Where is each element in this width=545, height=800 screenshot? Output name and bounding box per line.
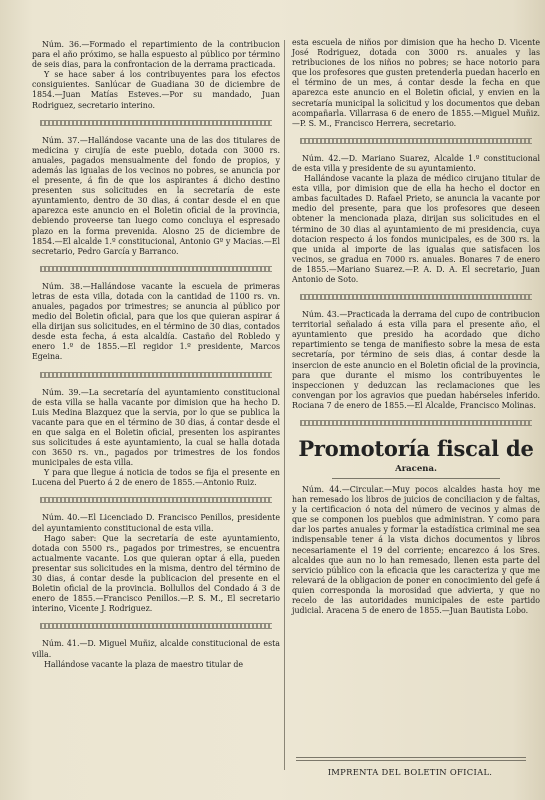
- notice-43: [292, 310, 540, 411]
- notice-44: [292, 485, 540, 616]
- left-column: [32, 40, 280, 672]
- notice-paragraph: Núm. 39.—La secretaría del ayuntamiento constitucional de esta villa se halla vacante por dimision que ha hecho D. Luis Medina Blazquez que la servia, por lo que se publica la vacante para que en el término de 30 dias, á contar desde el en que salga en el Boletin oficial, presenten los aspirantes sus solicitudes á este ayuntamiento, la cual se halla dotada con 3650 rs. vn., pagados por trimestres de los fondos municipales de esta villa.: [32, 387, 280, 468]
- notice-paragraph: Hallándose vacante la plaza de maestro titular de: [44, 659, 244, 669]
- section-subtitle: Aracena.: [395, 464, 437, 474]
- notice-37: [32, 136, 280, 257]
- separator-rule: [40, 372, 272, 378]
- notice-40: [32, 513, 280, 614]
- notice-paragraph: Núm. 44.—Circular.—Muy pocos alcaldes hasta hoy me han remesado los libros de juicios de conciliacion y de faltas, y la certificacion ó nota del número de vecinos y almas de que se componen los pueblos que administran. Y como para dar los partes anuales y formar la estadística criminal me sea indispensable tener á la vista dichos documentos y libros necesariamente el 19 del corriente; encarezco á los Sres. alcaldes que aun no lo han remesado, llenen esta parte del servicio público con la eficacia que les caracteriza y que me relevará de la obligacion de poner en conocimiento del gefe á quien corresponda la morosidad que advierta, y que no recelo de las autoridades municipales de este partido judicial. Aracena 5 de enero de 1855.—Juan Bautista Lobo.: [292, 485, 540, 616]
- separator-rule: [300, 294, 532, 300]
- column-divider: [284, 40, 285, 770]
- imprint-rule: [296, 757, 526, 761]
- separator-rule: [40, 623, 272, 629]
- notice-38: [32, 282, 280, 363]
- notice-39: [32, 388, 280, 489]
- separator-rule: [300, 138, 532, 144]
- separator-rule: [40, 120, 272, 126]
- notice-paragraph: esta escuela de niños por dimision que ha hecho D. Vicente José Rodriguez, dotada con 3000 rs. anuales y las retribuciones de los niños no pobres; se hace notorio para que los profesores que gusten pretenderla puedan hacerlo en el término de un mes, á contar desde la fecha en que aparezca este anuncio en el Boletin oficial, y envien en la secretaría municipal la solicitud y los documentos que deban acompañarla. Villarrasa 6 de enero de 1855.—Miguel Muñiz.—P. S. M., Francisco Herrera, secretario.: [292, 38, 540, 128]
- notice-paragraph: Núm. 41.—D. Miguel Muñiz, alcalde constitucional de esta villa.: [32, 639, 280, 659]
- notice-paragraph: Núm. 37.—Hallándose vacante una de las dos titulares de medicina y cirujía de este pueblo, dotada con 3000 rs. anuales, pagados mensualmente del fondo de propios, y además las igualas de los vecinos no pobres, se anuncia por el presente, á fin de que los aspirantes á dicho destino presenten sus solicitudes en la secretaría de este ayuntamiento, dentro de 30 dias, á contar desde el en que aparezca este anuncio en el Boletin oficial de la provincia, debiendo proveerse tan luego como concluya el espresado plazo en la forma prevenida. Alosno 25 de diciembre de 1854.—El alcalde 1.º constitucional, Antonio Gº y Macias.—El secretario, Pedro García y Barranco.: [32, 135, 280, 256]
- notice-paragraph: Núm. 36.—Formado el repartimiento de la contribucion para el año próximo, se halla espuesto al público por término de seis dias, para la confrontacion de la derrama practicada.: [32, 40, 280, 70]
- notice-41-continued: [292, 38, 540, 129]
- separator-rule: [40, 497, 272, 503]
- notice-42: [292, 154, 540, 285]
- notice-41: [32, 639, 280, 669]
- notice-paragraph: Núm. 43.—Practicada la derrama del cupo de contribucion territorial señalado á esta villa para el presente año, el ayuntamiento que presido ha acordado que dicho repartimiento se tenga de manifiesto sobre la mesa de esta secretaría, por término de seis dias, á contar desde la insercion de este anuncio en el Boletin oficial de la provincia, para que durante el mismo los contribuyentes le inspeccionen y deduzcan las reclamaciones que les convengan por los agravios que puedan habérseles inferido. Rociana 7 de enero de 1855.—El Alcalde, Francisco Molinas.: [292, 310, 540, 410]
- right-column: [292, 38, 540, 618]
- notice-paragraph: Y para que llegue á noticia de todos se fija el presente en Lucena del Puerto á 2 de enero de 1855.—Antonio Ruiz.: [32, 468, 280, 488]
- notice-paragraph: Núm. 42.—D. Mariano Suarez, Alcalde 1.º constitucional de esta villa y presidente de su ayuntamiento.: [292, 153, 540, 173]
- notice-paragraph: Y se hace saber á los contribuyentes para los efectos consiguientes. Sanlúcar de Guadiana 30 de diciembre de 1854.—Juan Matías Esteves.—Por su mandado, Juan Rodriguez, secretario interino.: [32, 70, 280, 110]
- section-title: Promotoría fiscal de: [298, 436, 534, 461]
- notice-paragraph: Hago saber: Que la secretaría de este ayuntamiento, dotada con 5500 rs., pagados por trimestres, se encuentra actualmente vacante. Los que quieran optar á ella, pueden presentar sus solicitudes en la misma, dentro del término de 30 dias, á contar desde la publicacion del presente en el Boletin oficial de la provincia. Bollullos del Condado á 3 de enero de 1855.—Francisco Penillos.—P. S. M., El secretario interino, Vicente J. Rodriguez.: [32, 533, 280, 614]
- separator-rule: [300, 420, 532, 426]
- notice-paragraph: Núm. 40.—El Licenciado D. Francisco Penillos, presidente del ayuntamiento constitucional de esta villa.: [32, 513, 280, 533]
- notice-paragraph: Hallándose vacante la plaza de médico cirujano titular de esta villa, por dimision que de ella ha hecho el doctor en ambas facultades D. Rafael Prieto, se anuncia la vacante por medio del presente, para que los profesores que deseen obtener la mencionada plaza, dirijan sus solicitudes en el término de 30 dias al ayuntamiento de mi presidencia, cuya dotacion respecto á los fondos municipales, es de 300 rs. la que unida al importe de las igualas que satisfacen los vecinos, se gradua en 7000 rs. anuales. Bonares 7 de enero de 1855.—Mariano Suarez.—P. A. D. A. El secretario, Juan Antonio de Soto.: [292, 174, 540, 284]
- notice-36: [32, 40, 280, 111]
- notice-paragraph: Núm. 38.—Hallándose vacante la escuela de primeras letras de esta villa, dotada con la cantidad de 1100 rs. vn. anuales, pagados por trimestres; se anuncia al público por medio del Boletin oficial, para que los que quieran aspirar á ella dirijan sus solicitudes, en el término de 30 dias, contados desde esta fecha, á esta alcaldía. Castaño del Robledo y enero 1.º de 1855.—El regidor 1.º presidente, Marcos Egeina.: [32, 281, 280, 362]
- printer-imprint: IMPRENTA DEL BOLETIN OFICIAL.: [327, 767, 493, 777]
- section-rule: [332, 478, 500, 479]
- separator-rule: [40, 266, 272, 272]
